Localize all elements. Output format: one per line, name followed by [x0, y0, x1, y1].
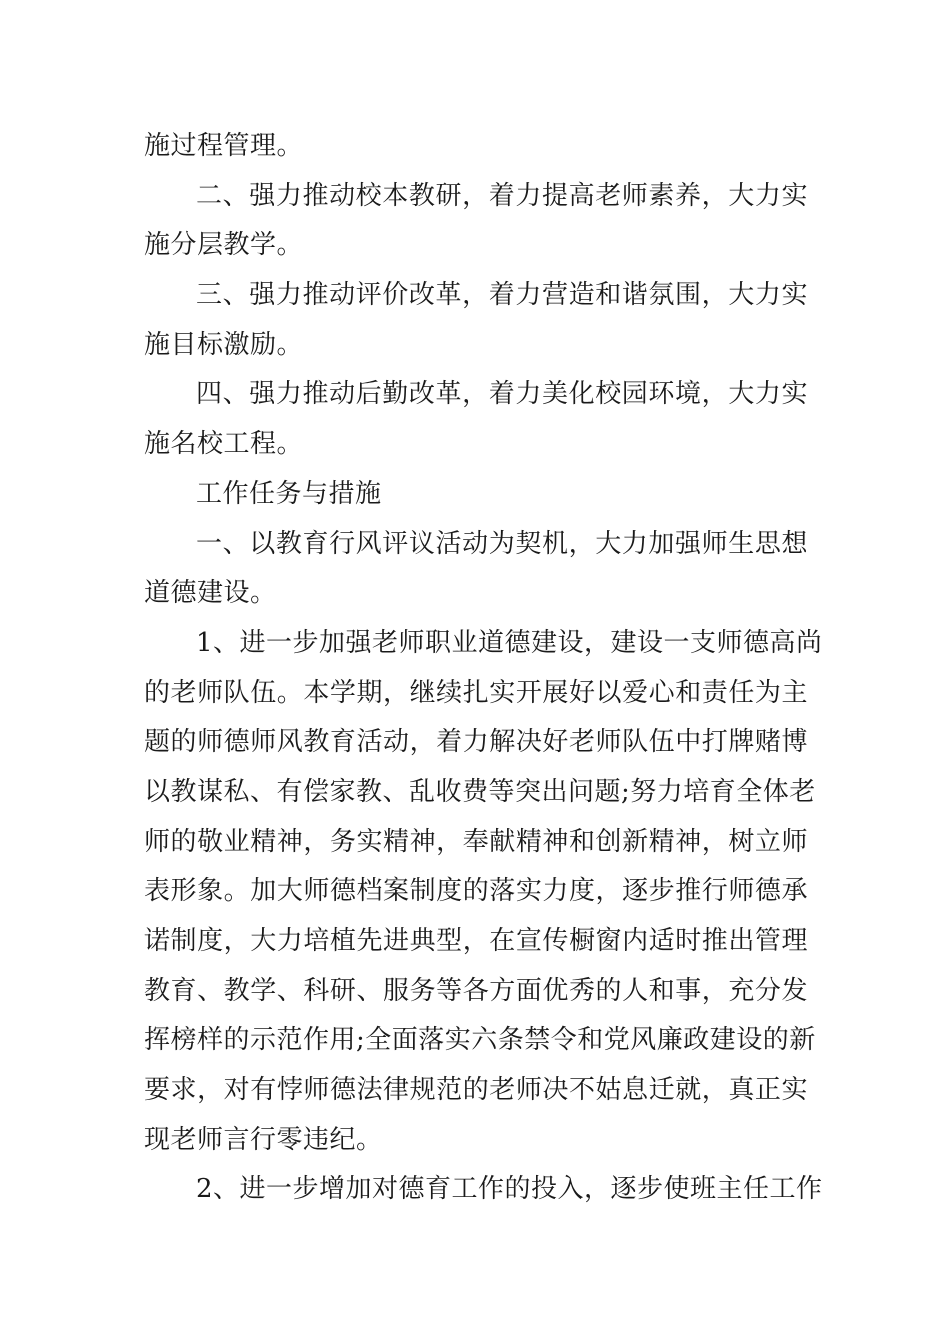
text-line: 题的师德师风教育活动，着力解决好老师队伍中打牌赌博 — [144, 727, 808, 758]
text-line: 工作任务与措施 — [196, 478, 382, 509]
text-line: 挥榜样的示范作用;全面落实六条禁令和党风廉政建设的新 — [144, 1025, 816, 1056]
text-line: 施目标激励。 — [144, 329, 304, 360]
text-line: 一、以教育行风评议活动为契机，大力加强师生思想 — [196, 528, 808, 559]
text-line: 诺制度，大力培植先进典型，在宣传橱窗内适时推出管理 — [144, 926, 808, 956]
text-line: 以教谋私、有偿家教、乱收费等突出问题;努力培育全体老 — [144, 776, 816, 807]
text-line: 的老师队伍。本学期，继续扎实开展好以爱心和责任为主 — [144, 677, 808, 708]
text-line: 师的敬业精神，务实精神，奉献精神和创新精神，树立师 — [144, 826, 808, 857]
text-line: 教育、教学、科研、服务等各方面优秀的人和事，充分发 — [144, 975, 808, 1006]
text-line: 2、进一步增加对德育工作的投入，逐步使班主任工作 — [196, 1174, 823, 1205]
text-line: 表形象。加大师德档案制度的落实力度，逐步推行师德承 — [144, 876, 808, 907]
text-line: 现老师言行零违纪。 — [144, 1124, 383, 1155]
text-line: 施名校工程。 — [144, 429, 304, 460]
document-page — [144, 122, 823, 1215]
text-line: 施分层教学。 — [144, 230, 304, 261]
text-line: 三、强力推动评价改革，着力营造和谐氛围，大力实 — [196, 280, 808, 311]
text-line: 四、强力推动后勤改革，着力美化校园环境，大力实 — [196, 379, 808, 410]
text-line: 道德建设。 — [144, 578, 277, 609]
text-line: 要求，对有悖师德法律规范的老师决不姑息迁就，真正实 — [144, 1075, 808, 1106]
text-line: 1、进一步加强老师职业道德建设，建设一支师德高尚 — [196, 627, 823, 658]
text-line: 二、强力推动校本教研，着力提高老师素养，大力实 — [196, 180, 808, 211]
text-line: 施过程管理。 — [144, 131, 304, 161]
